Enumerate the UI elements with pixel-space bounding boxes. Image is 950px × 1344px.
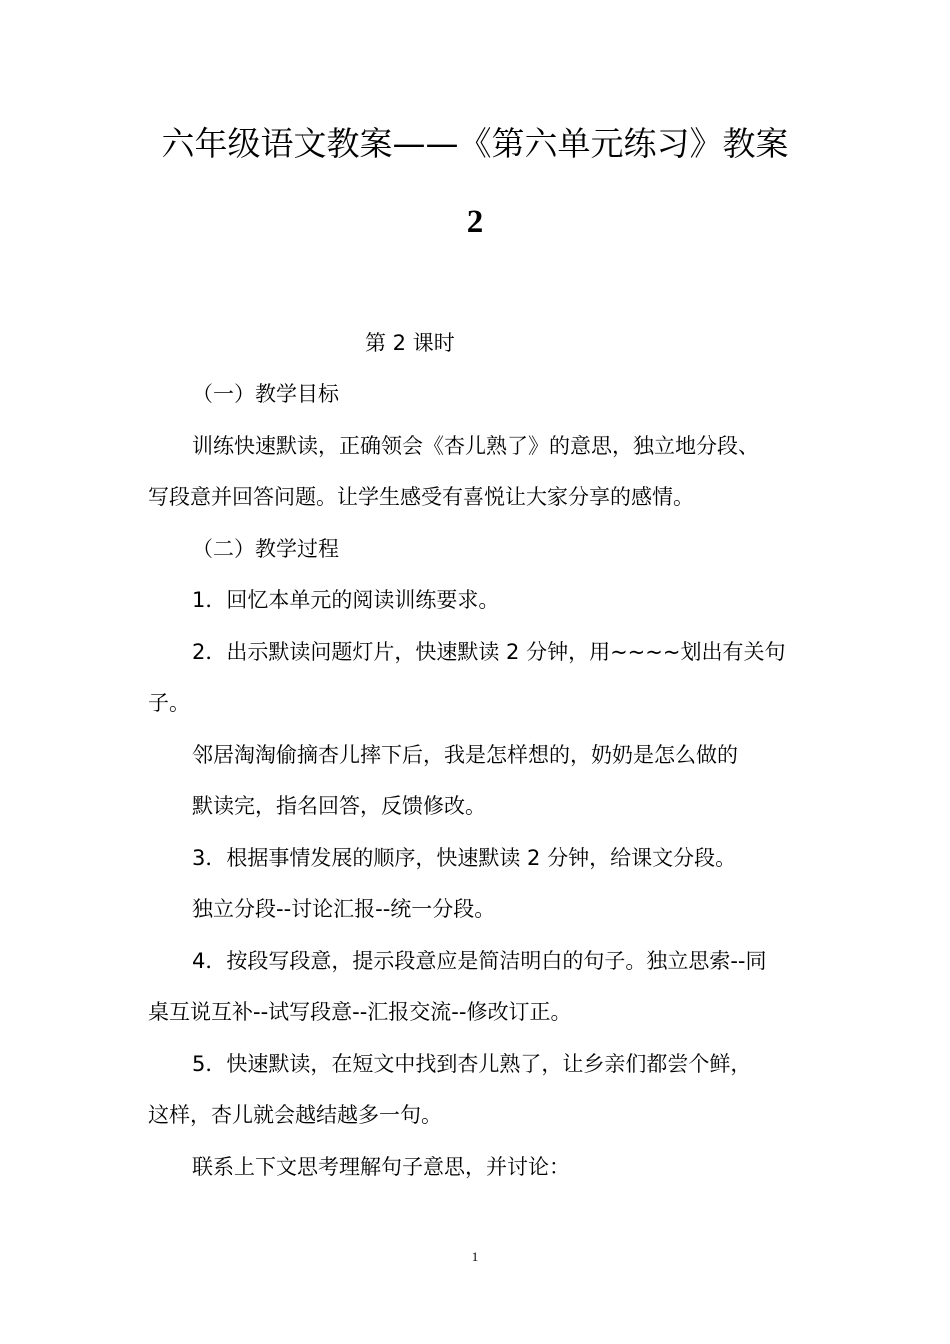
list-item: 4．按段写段意，提示段意应是简洁明白的句子。独立思索--同 [192,949,767,973]
section-heading-process: （二）教学过程 [192,537,339,561]
lesson-heading-text: 第 2 课时 [365,331,455,355]
list-item: 3．根据事情发展的顺序，快速默读 2 分钟，给课文分段。 [192,846,737,870]
document-title-line-2: 2 [466,204,484,240]
page-number: 1 [471,1249,479,1264]
section-heading-objectives: （一）教学目标 [192,382,339,406]
paragraph-line: 子。 [148,691,190,715]
paragraph-line: 独立分段--讨论汇报--统一分段。 [192,897,496,921]
paragraph-line: 写段意并回答问题。让学生感受有喜悦让大家分享的感情。 [148,485,694,509]
list-item: 1．回忆本单元的阅读训练要求。 [192,588,500,612]
list-item: 5．快速默读，在短文中找到杏儿熟了，让乡亲们都尝个鲜， [192,1052,752,1076]
paragraph-line: 这样，杏儿就会越结越多一句。 [148,1103,442,1127]
paragraph-line: 邻居淘淘偷摘杏儿摔下后，我是怎样想的，奶奶是怎么做的 [192,743,738,767]
list-item: 2．出示默读问题灯片，快速默读 2 分钟，用~~~~划出有关句 [192,640,786,664]
paragraph-line: 默读完，指名回答，反馈修改。 [192,794,486,818]
document-title-line-1: 六年级语文教案——《第六单元练习》教案 [161,124,789,163]
paragraph-line: 联系上下文思考理解句子意思，并讨论： [192,1155,570,1179]
paragraph-line: 桌互说互补--试写段意--汇报交流--修改订正。 [148,1000,572,1024]
paragraph-line: 训练快速默读，正确领会《杏儿熟了》的意思，独立地分段、 [192,434,759,458]
